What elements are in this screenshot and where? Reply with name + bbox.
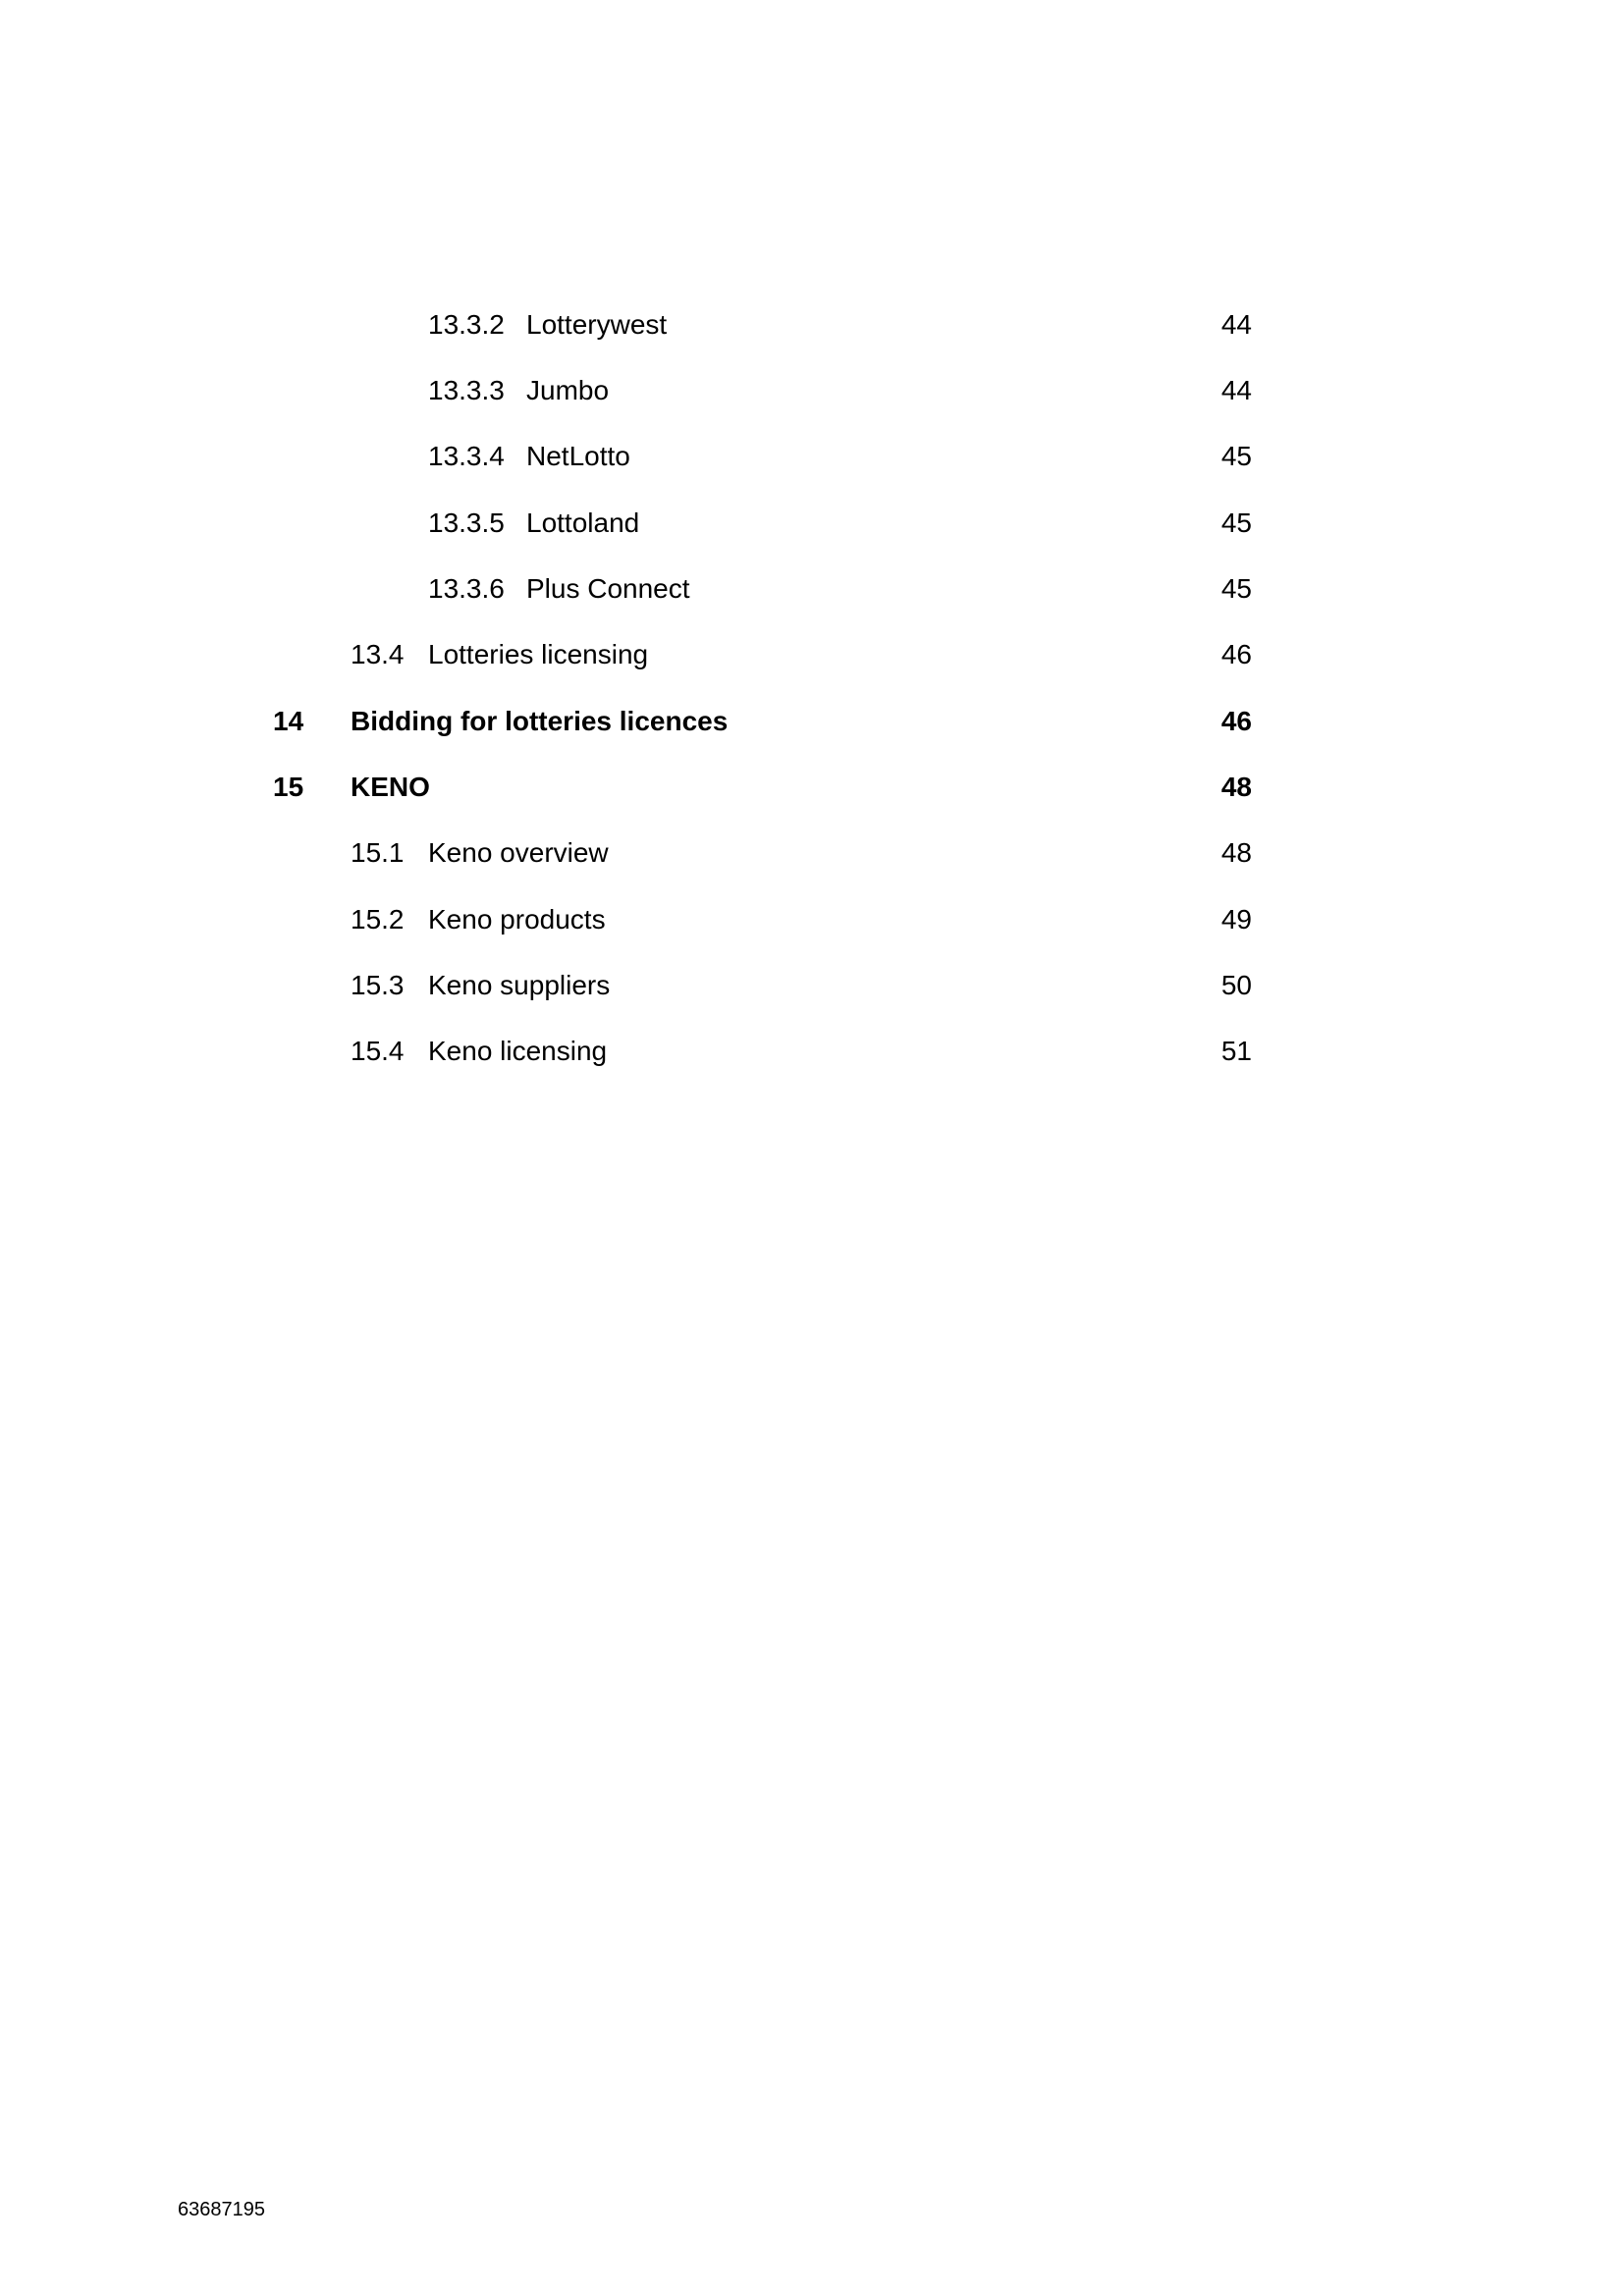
toc-entry-title: Plus Connect <box>526 573 690 604</box>
toc-entry[interactable] <box>0 966 1624 1005</box>
toc-entry-title: NetLotto <box>526 441 630 471</box>
toc-entry[interactable] <box>0 833 1624 873</box>
toc-entry-number: 13.3.2 <box>428 309 505 340</box>
toc-entry-title: Lotteries licensing <box>428 639 649 669</box>
toc-entry-page: 45 <box>1220 441 1252 471</box>
toc-entry[interactable] <box>0 437 1624 476</box>
toc-entry-number: 15.2 <box>351 904 405 934</box>
toc-entry-number: 14 <box>273 706 304 736</box>
toc-entry-page: 48 <box>1220 837 1252 868</box>
toc-chapter-entry[interactable] <box>0 768 1624 807</box>
toc-entry-page: 44 <box>1220 309 1252 340</box>
toc-entry-page: 45 <box>1220 507 1252 538</box>
toc-entry-number: 13.4 <box>351 639 405 669</box>
toc-entry[interactable] <box>0 371 1624 410</box>
toc-entry-number: 13.3.3 <box>428 375 505 405</box>
toc-entry[interactable] <box>0 569 1624 609</box>
toc-entry-number: 13.3.5 <box>428 507 505 538</box>
toc-entry-page: 46 <box>1220 639 1252 669</box>
toc-entry-page: 44 <box>1220 375 1252 405</box>
toc-entry-title: Lotterywest <box>526 309 668 340</box>
toc-entry-number: 13.3.6 <box>428 573 505 604</box>
toc-entry-number: 15 <box>273 772 304 802</box>
document-number: 63687195 <box>178 2199 265 2220</box>
toc-entry[interactable] <box>0 1032 1624 1071</box>
toc-entry-number: 15.1 <box>351 837 405 868</box>
toc-chapter-entry[interactable] <box>0 702 1624 741</box>
toc-entry-page: 45 <box>1220 573 1252 604</box>
toc-entry-number: 15.3 <box>351 970 405 1000</box>
toc-entry-title: Lottoland <box>526 507 640 538</box>
toc-entry-title: Keno products <box>428 904 606 934</box>
toc-entry-page: 48 <box>1220 772 1252 802</box>
toc-entry-title: KENO <box>351 772 430 802</box>
toc-entry-page: 49 <box>1220 904 1252 934</box>
toc-entry-number: 15.4 <box>351 1036 405 1066</box>
toc-entry-title: Keno licensing <box>428 1036 608 1066</box>
toc-entry-page: 46 <box>1220 706 1252 736</box>
toc-entry-title: Keno overview <box>428 837 609 868</box>
toc-entry[interactable] <box>0 504 1624 543</box>
toc-entry-number: 13.3.4 <box>428 441 505 471</box>
toc-entry-title: Bidding for lotteries licences <box>351 706 729 736</box>
toc-entry-page: 50 <box>1220 970 1252 1000</box>
toc-entry[interactable] <box>0 635 1624 674</box>
toc-entry[interactable] <box>0 305 1624 345</box>
toc-entry[interactable] <box>0 900 1624 939</box>
toc-entry-page: 51 <box>1220 1036 1252 1066</box>
toc-entry-title: Keno suppliers <box>428 970 611 1000</box>
toc-entry-title: Jumbo <box>526 375 610 405</box>
